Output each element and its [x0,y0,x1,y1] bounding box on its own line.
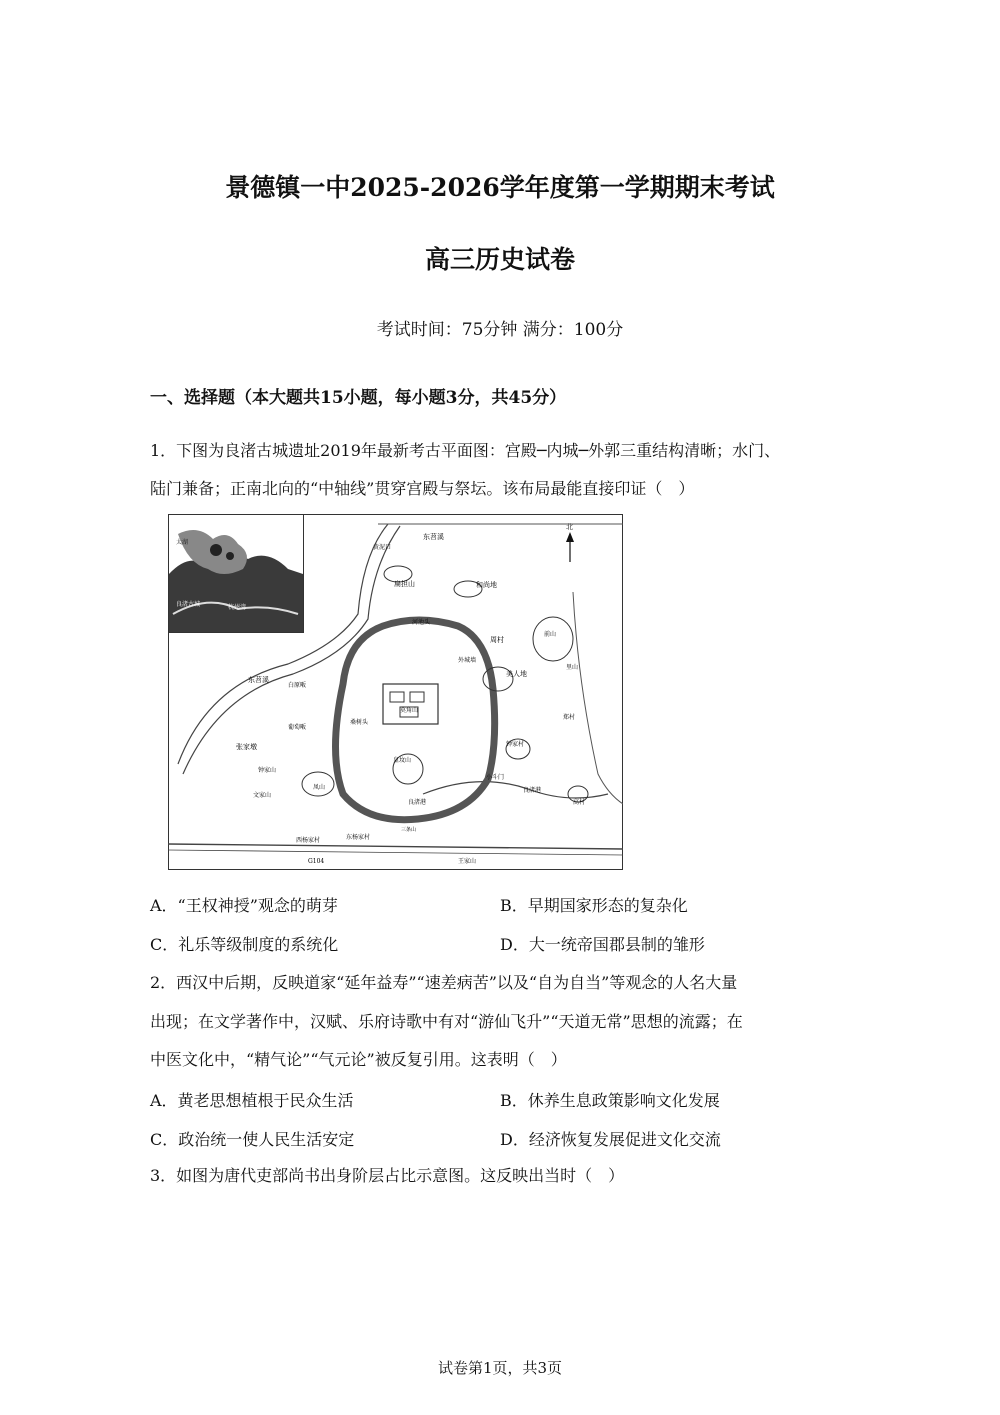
map-label-dongtiaoxi-top: 东苕溪 [423,533,444,541]
q1-option-b[interactable]: B．早期国家形态的复杂化 [500,896,688,915]
inset-label-liangzhu: 良渚古城 [176,601,201,608]
map-label-putaopan: 葡萄畈 [288,724,307,731]
map-label-huangfenshan: 皇坟山 [393,757,412,764]
question-1-line2: 陆门兼备；正南北向的“中轴线”贯穿宫殿与祭坛。该布局最能直接印证（ ） [150,479,695,498]
question-2-line1: 2．西汉中后期，反映道家“延年益寿”“速差病苦”以及“自为自当”等观念的人名大量 [150,973,738,992]
map-label-hechiwei: 和尚地 [476,581,497,589]
map-label-mojiaoshan: 莫角山 [400,707,419,714]
map-label-qianshan: 前山 [544,631,557,638]
map-label-zhangjiadun: 张家墩 [236,743,257,751]
q2-option-b[interactable]: B．休养生息政策影响文化发展 [500,1091,720,1110]
q1-option-d[interactable]: D．大一统帝国郡县制的雏形 [500,935,705,954]
q1-option-a[interactable]: A．“王权神授”观念的萌芽 [150,896,338,915]
question-1-line1: 1．下图为良渚古城遗址2019年最新考古平面图：宫殿─内城─外郭三重结构清晰；水门、 [150,441,781,460]
q1-option-c[interactable]: C．礼乐等级制度的系统化 [150,935,339,954]
map-label-lishan: 里山 [566,664,579,671]
map-label-wangjiashan: 王家山 [458,858,477,865]
map-label-meirendi: 美人地 [506,670,527,678]
exam-info: 考试时间：75分钟 满分：100分 [376,320,624,340]
q2-option-c[interactable]: C．政治统一使人民生活安定 [150,1130,355,1149]
map-label-zhongjiashan: 钟家山 [258,767,277,774]
map-label-fengshan: 凤山 [313,784,326,791]
question-2-line3: 中医文化中，“精气论”“气元论”被反复引用。这表明（ ） [150,1050,567,1069]
q2-option-d[interactable]: D．经济恢复发展促进文化交流 [500,1130,721,1149]
map-label-wenjiashan: 文家山 [253,792,272,799]
map-label-g104: G104 [308,858,325,865]
inset-map [169,515,304,633]
map-label-biandanshan: 扁担山 [394,580,415,588]
map-label-sanmu: 桑树头 [350,719,369,726]
map-label-dongtiaoxi-left: 东苕溪 [248,676,269,684]
q2-option-a[interactable]: A．黄老思想植根于民众生活 [150,1091,354,1110]
map-label-dongyangjiacun: 东杨家村 [346,834,371,841]
question-2-line2: 出现；在文学著作中，汉赋、乐府诗歌中有对“游仙飞升”“天道无常”思想的流露；在 [150,1012,743,1031]
inset-label-hangzhouwan: 杭州湾 [228,604,247,611]
page-footer: 试卷第1页，共3页 [437,1359,563,1377]
map-label-gaocun: 高村 [573,799,586,806]
map-label-waichou: 外城墙 [458,657,477,664]
map-label-liangzhugang2: 良渚港 [523,787,542,794]
exam-title: 景德镇一中2025-2026学年度第一学期期末考试 [225,173,775,202]
map-label-hechitou: 河池头 [412,619,431,626]
liangzhu-map-figure [168,514,623,870]
north-label: 北 [566,523,573,531]
question-3-line1: 3．如图为唐代吏部尚书出身阶层占比示意图。这反映出当时（ ） [150,1166,625,1185]
map-label-xiyangjiacun: 西杨家村 [296,837,321,844]
exam-subtitle: 高三历史试卷 [424,245,575,274]
map-label-huangxian: 黄泥口 [373,544,392,551]
map-label-zhenglicun: 郑村 [563,714,576,721]
map-label-zhoucun: 周村 [490,636,504,644]
inset-label-taihu: 太湖 [176,539,189,546]
section-heading: 一、选择题（本大题共15小题，每小题3分，共45分） [150,388,567,408]
map-label-liangzhugang: 良渚港 [408,799,427,806]
map-label-xiaodoumen: 小斗门 [486,774,505,781]
map-label-baimian: 白原畈 [288,682,307,689]
map-label-zhongjiacun: 钟家村 [506,741,525,748]
map-label-sanjiaoshan: 三条山 [401,827,417,833]
